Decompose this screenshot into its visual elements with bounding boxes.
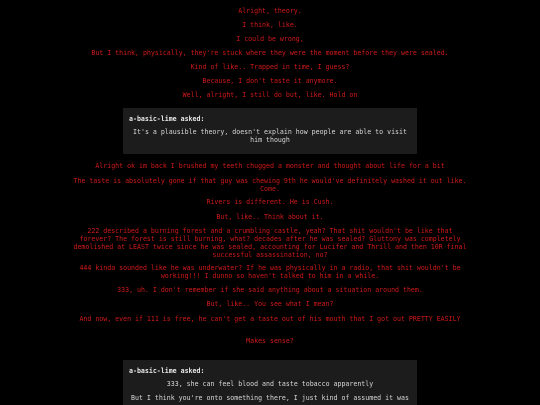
asker-name[interactable]: a-basic-lime asked: <box>129 115 205 123</box>
post-text-line: Makes sense? <box>246 337 294 345</box>
asker-name[interactable]: a-basic-lime asked: <box>129 367 205 375</box>
post-text-line: And now, even if 111 is free, he can't get a taste out of his mouth that I got out PRETTY EASILY <box>79 315 461 323</box>
post-text-line: 444 kinda sounded like he was underwater? If he was physically in a radio, that shit wouldn't be working!!! I dunno so haven't talked to him in a while. <box>79 264 461 280</box>
post-text-line: 333, uh. I don't remember if she said anything about a situation around them. <box>117 286 423 294</box>
post-text-line: But, like.. You see what I mean? <box>206 300 334 308</box>
post-text-line: The taste is absolutely gone if that guy was chewing 9th he would've definitely washed it out like. Come. <box>73 177 467 193</box>
ask-question: It's a plausible theory, doesn't explain how people are able to visit him though <box>133 128 407 144</box>
ask-answer: But I think you're onto something there, I just kind of assumed it was <box>131 394 409 402</box>
post-text-line: I could be wrong, <box>236 35 304 43</box>
ask-box <box>123 108 417 154</box>
post-text-line: Alright ok im back I brushed my teeth chugged a monster and thought about life for a bit <box>95 162 445 170</box>
post-text-line: 222 described a burning forest and a crumbling castle, yeah? That shit wouldn't be like that forever? The forest is still burning, what? decades after he was sealed? Gluttony was completely demolished at LEAST twice since he was sealed, accounting for Lucifer and Thrill and then 10R final successful assassination, no? <box>73 227 467 259</box>
post-text-line: But, like.. Think about it. <box>216 213 324 221</box>
post-text-line: I think, like. <box>242 21 298 29</box>
ask-question: 333, she can feel blood and taste tobacco apparently <box>166 380 374 388</box>
post-text-line: But I think, physically, they're stuck where they were the moment before they were sealed. <box>91 49 449 57</box>
post-text-line: Well, alright, I still do but, like. Hold on <box>182 91 358 99</box>
post-text-line: Because, I don't taste it anymore. <box>202 77 338 85</box>
post-text-line: Rivers is different. He is Cush. <box>206 198 334 206</box>
post-text-line: Alright, theory. <box>238 7 302 15</box>
ask-box <box>123 360 417 405</box>
post-text-line: Kind of like.. Trapped in time, I guess? <box>190 63 350 71</box>
